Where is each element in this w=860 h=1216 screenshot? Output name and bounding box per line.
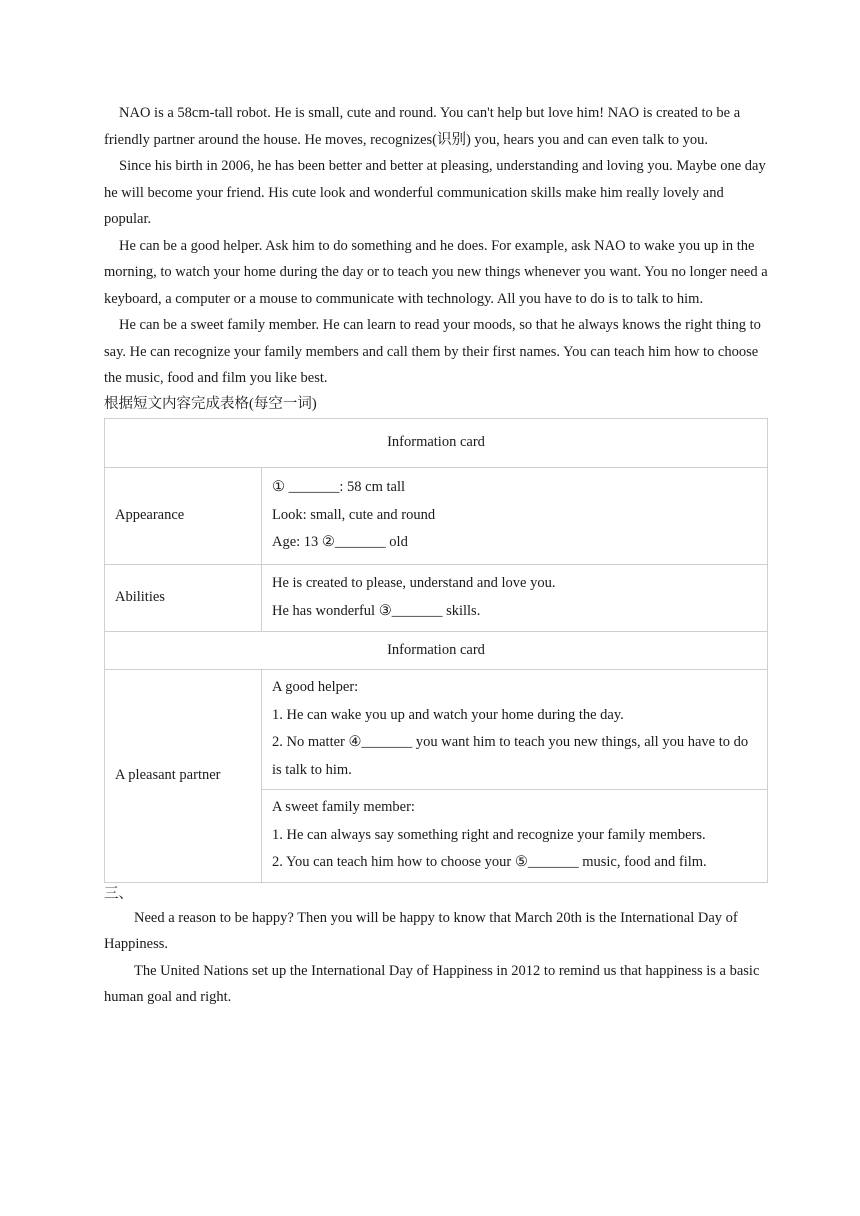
passage-paragraph: Need a reason to be happy? Then you will be happy to know that March 20th is the International Day of Happiness. [104,909,738,952]
section-heading: 三、 [104,885,133,902]
table-line: He has wonderful ③_______ skills. [272,602,481,619]
abilities-content [262,564,768,631]
passage-paragraph: The United Nations set up the International Day of Happiness in 2012 to remind us that happiness is a basic human goal and right. [104,962,760,1005]
passage-paragraph: NAO is a 58cm-tall robot. He is small, cute and round. You can't help but love him! NAO is created to be a friendly partner around the house. He moves, recognizes(识别) you, hears you and can even talk to you. [104,105,741,148]
passage-paragraph: Since his birth in 2006, he has been better and better at pleasing, understanding and loving you. Maybe one day he will become your friend. His cute look and wonderful communication skills make him really lovely and popular. [104,158,766,227]
table-header: Information card [105,418,768,467]
family-content [262,789,768,882]
row-label-appearance: Appearance [105,467,262,564]
passage [104,100,768,392]
section-three-passage [104,905,768,1011]
appearance-content [262,467,768,564]
table-line: ① _______: 58 cm tall [272,479,406,496]
table-line: He is created to please, understand and love you. [272,575,556,591]
table-line: 2. You can teach him how to choose your ⑤_______ music, food and film. [272,854,707,871]
table-line: Look: small, cute and round [272,506,436,523]
document-page [104,100,768,1011]
table-line: 1. He can always say something right and recognize your family members. [272,826,706,843]
table-line: Age: 13 ②_______ old [272,534,408,551]
table-line: 2. No matter ④_______ you want him to teach you new things, all you have to do is talk to him. [272,734,749,778]
passage-paragraph: He can be a sweet family member. He can learn to read your moods, so that he always knows the right thing to say. He can recognize your family members and call them by their first names. You can teach him how to choose the music, food and film you like best. [104,317,761,386]
helper-content [262,669,768,789]
table-line: A sweet family member: [272,799,415,816]
table-line: 1. He can wake you up and watch your home during the day. [272,706,624,723]
table-header: Information card [105,631,768,669]
information-card-table [104,418,768,883]
passage-paragraph: He can be a good helper. Ask him to do something and he does. For example, ask NAO to wake you up in the morning, to watch your home during the day or to teach you new things whenever you want. You no longer need a keyboard, a computer or a mouse to communicate with technology. All you have to do is to talk to him. [104,237,768,307]
task-instruction: 根据短文内容完成表格(每空一词) [104,395,317,412]
row-label-abilities: Abilities [105,564,262,631]
table-line: A good helper: [272,679,359,695]
row-label-partner: A pleasant partner [105,669,262,882]
